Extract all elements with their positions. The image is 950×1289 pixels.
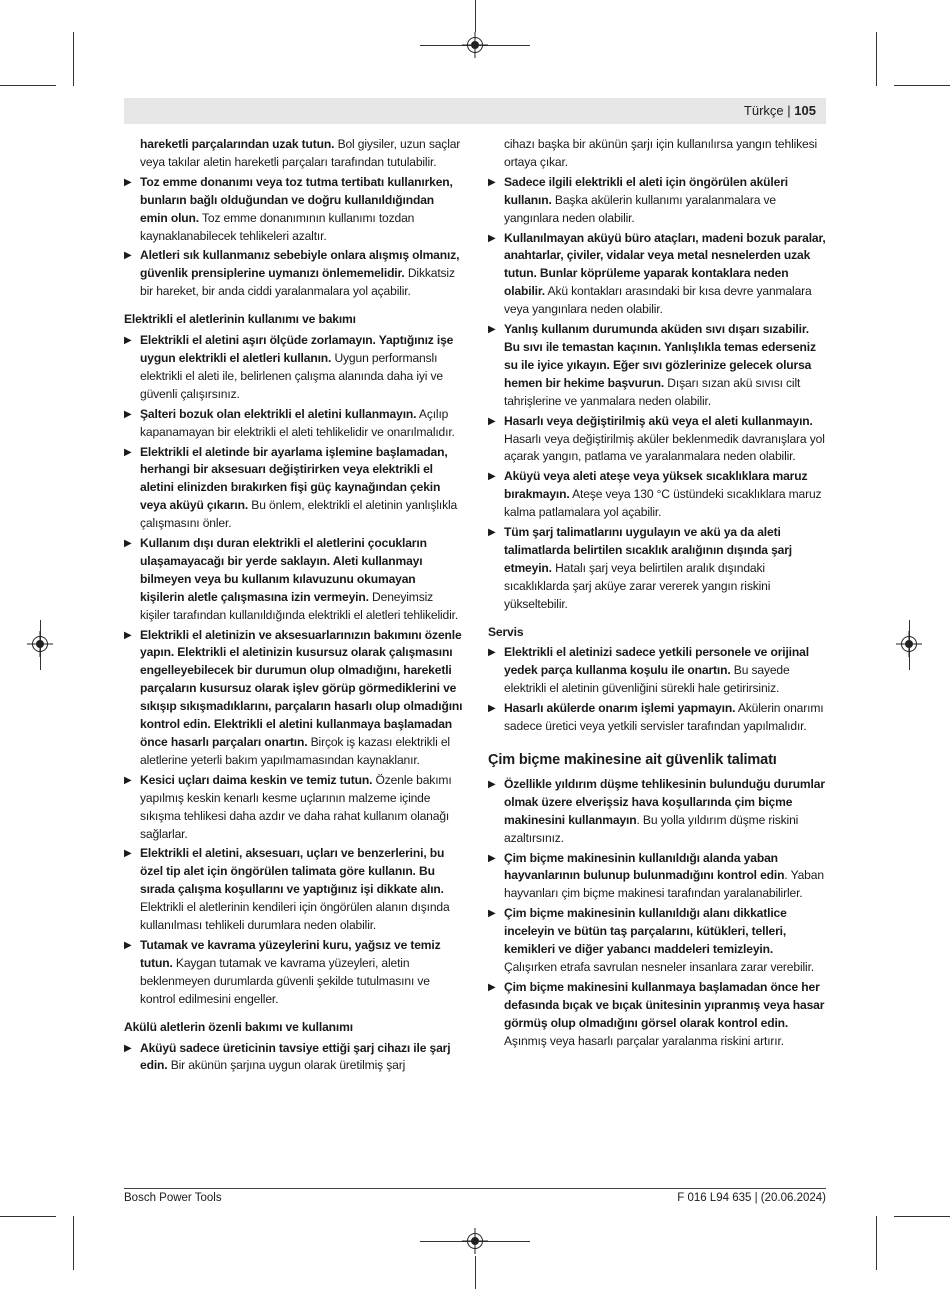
list-item [124,174,463,246]
body-text: Hasarlı veya değiştirilmiş aküler beklenmedik davranışlara yol açarak yangın, patlama ve yaralanmalara neden olabilir. [504,431,825,464]
crop-mark [73,1216,74,1270]
bold-text: Kesici uçları daima keskin ve temiz tutun. [140,772,373,787]
bullet-triangle-icon: ▶ [124,176,132,188]
bullet-triangle-icon: ▶ [124,335,132,347]
body-text: Akü kontakları arasındaki bir kısa devre yanmalara veya yangınlara neden olabilir. [504,284,812,317]
crop-mark [475,1256,476,1289]
bullet-triangle-icon: ▶ [124,1042,132,1054]
page-header [124,98,826,124]
bold-text: Elektrikli el aletinizin ve aksesuarlarınızın bakımını özenle yapın. Elektrikli el aletinizin kusursuz olarak çalışmasını engelleyebilecek bir durumun olup olmadığını, hareketli parçaların kusursuz olarak işlev görüp görmediklerini ve sıkışıp sıkışmadıklarını, parçaların hasarlı olup olmadığını kontrol edin. Elektrikli el aletini kullanmaya başlamadan önce hasarlı parçaları onartın. [140,627,463,749]
body-text: Elektrikli el aletlerinin kendileri için öngörülen alanın dışında kullanılması tehlikeli durumlara neden olabilir. [140,900,450,933]
list [124,1040,463,1076]
registration-target-icon [32,636,48,652]
list-item [488,700,827,736]
body-text: Çalışırken etrafa savrulan nesneler insanlara zarar verebilir. [504,959,814,974]
bullet-triangle-icon: ▶ [124,629,132,641]
body-text: Dışarı sızan akü sıvısı cilt tahrişlerine ve yanmalara neden olabilir. [504,375,801,408]
bold-text: Kullanım dışı duran elektrikli el aletlerini çocukların ulaşamayacağı bir yerde saklayın. Aleti kullanmayı bilmeyen veya bu kullanım kılavuzunu okumayan kişilerin aletle çalışmasına izin vermeyin. [140,536,427,604]
list-item [488,644,827,698]
bullet-triangle-icon: ▶ [488,415,496,427]
bold-text: Toz emme donanımı veya toz tutma tertibatı kullanırken, bunların bağlı olduğundan ve doğru kullanıldığından emin olun. [140,174,453,225]
body-text: . Yaban hayvanları çim biçme makinesi tarafından yaralanabilirler. [504,868,824,901]
body-text: Ateşe veya 130 °C üstündeki sıcaklıklara maruz kalma patlamalara yol açabilir. [504,487,822,520]
body-text: Birçok iş kazası elektrikli el aletlerine yeterli bakım yapılmamasından kaynaklanır. [140,735,450,767]
bullet-triangle-icon: ▶ [488,908,496,920]
bullet-triangle-icon: ▶ [124,446,132,458]
crop-mark [475,0,476,32]
crop-mark [73,32,74,86]
body-text: Aşınmış veya hasarlı parçalar yaralanma riskini artırır. [504,1033,784,1048]
body-text: Hatalı şarj veya belirtilen aralık dışındaki sıcaklıklarda şarj aküye zarar vererek yangın riskini yükseltebilir. [504,560,771,611]
bold-text: Tutamak ve kavrama yüzeylerini kuru, yağsız ve temiz tutun. [140,937,441,970]
bold-text: Aküyü veya aleti ateşe veya yüksek sıcaklıklara maruz bırakmayın. [504,469,808,502]
bullet-triangle-icon: ▶ [124,408,132,420]
continuation-paragraph [488,136,827,172]
header-separator: | [787,103,791,118]
bold-text: Elektrikli el aletini aşırı ölçüde zorlamayın. Yaptığınız işe uygun elektrikli el aletleri kullanın. [140,333,454,365]
list-item [488,979,827,1051]
body-text: Uygun performanslı elektrikli el aleti ile, belirlenen çalışma alanında daha iyi ve güvenli çalışırsınız. [140,350,443,401]
body-text: Başka akülerin kullanımı yaralanmalara ve yangınlara neden olabilir. [504,192,776,225]
bullet-triangle-icon: ▶ [124,250,132,262]
bullet-triangle-icon: ▶ [488,176,496,188]
body-text: Deneyimsiz kişiler tarafından kullanıldığında elektrikli el aletleri tehlikelidir. [140,589,459,622]
list-item [124,247,463,301]
bold-text: Hasarlı akülerde onarım işlemi yapmayın. [504,701,736,716]
list-item [488,850,827,904]
bullet-triangle-icon: ▶ [488,527,496,539]
body-text: Kaygan tutamak ve kavrama yüzeyleri, aletin beklenmeyen durumlarda güvenli şekilde tutulmasını ve kontrol edilmesini engeller. [140,955,430,1006]
body-text: . Bu yolla yıldırım düşme riskini azaltırsınız. [504,812,799,845]
bullet-triangle-icon: ▶ [488,232,496,244]
footer-doc-id: F 016 L94 635 | (20.06.2024) [677,1192,826,1204]
list [488,644,827,736]
list-item [124,406,463,442]
list [488,174,827,614]
bullet-triangle-icon: ▶ [124,848,132,860]
body-text: Toz emme donanımının kullanımı tozdan kaynaklanabilecek tehlikeleri azaltır. [140,210,415,243]
bold-text: Yanlış kullanım durumunda aküden sıvı dışarı sızabilir. Bu sıvı ile temastan kaçının. Yanlışlıkla temas ederseniz su ile iyice yıkayın. Eğer sıvı gözlerinize gelecek olursa hemen bir hekime başvurun. [504,322,816,390]
list-item [124,937,463,1009]
bold-text: Çim biçme makinesinin kullanıldığı alanda yaban hayvanlarının bulunup bulunmadığını kontrol edin [504,850,785,883]
crop-mark [894,85,950,86]
bold-text: Çim biçme makinesini kullanmaya başlamadan önce her defasında bıçak ve bıçak ünitesinin yıpranmış veya hasar görmüş olup olmadığını görsel olarak kontrol edin. [504,979,825,1030]
body-text: Bir akünün şarjına uygun olarak üretilmiş şarj [167,1058,406,1073]
bullet-triangle-icon: ▶ [124,774,132,786]
list-item [488,174,827,228]
section-heading: Servis [488,624,524,639]
list-item [488,524,827,614]
registration-target-icon [901,636,917,652]
list-item [124,535,463,625]
bold-text: Aküyü sadece üreticinin tavsiye ettiği şarj cihazı ile şarj edin. [140,1040,451,1073]
page-number: 105 [794,103,816,118]
list-item [124,444,463,534]
bold-text: Aletleri sık kullanmanız sebebiyle onlara alışmış olmanız, güvenlik prensiplerine uymanızı önlememelidir. [140,248,460,281]
list-item [488,776,827,848]
list [124,174,463,301]
left-column [124,136,463,1077]
section-heading: Akülü aletlerin özenli bakımı ve kullanımı [124,1019,353,1034]
body-text: Bol giysiler, uzun saçlar veya takılar aletin hareketli parçaları tarafından tutulabilir. [140,137,461,169]
crop-mark [876,1216,877,1270]
crop-mark [0,85,56,86]
list-item [488,905,827,977]
body-text: Açılıp kapanamayan bir elektrikli el aleti tehlikelidir ve onarılmalıdır. [140,406,455,439]
list-item [124,772,463,844]
bold-text: Sadece ilgili elektrikli el aleti için öngörülen aküleri kullanın. [504,174,788,207]
chapter-heading: Çim biçme makinesine ait güvenlik talimatı [488,752,777,768]
bold-text: Hasarlı veya değiştirilmiş akü veya el aleti kullanmayın. [504,413,813,428]
bullet-triangle-icon: ▶ [124,538,132,550]
list-item [124,1040,463,1076]
section-heading: Elektrikli el aletlerinin kullanımı ve bakımı [124,312,356,327]
crop-mark [0,1216,56,1217]
body-text: cihazı başka bir akünün şarjı için kullanılırsa yangın tehlikesi ortaya çıkar. [504,137,818,169]
bold-text: Çim biçme makinesinin kullanıldığı alanı dikkatlice inceleyin ve bütün taş parçalarını, kütükleri, telleri, kemikleri ve diğer yabancı maddeleri temizleyin. [504,906,787,957]
header-text [744,103,816,118]
body-text: Özenle bakımı yapılmış keskin kenarlı kesme uçlarının malzeme içinde sıkışma tehlikesi daha azdır ve daha rahat kullanım olanağı sağlarlar. [140,772,452,841]
bold-text: Şalteri bozuk olan elektrikli el aletini kullanmayın. [140,406,417,421]
registration-target-icon [467,37,483,53]
list-item [124,845,463,935]
list [488,776,827,1051]
list-item [124,627,463,770]
bold-text: hareketli parçalarından uzak tutun. [140,137,335,151]
footer-brand: Bosch Power Tools [124,1192,222,1204]
right-column [488,136,827,1053]
bold-text: Elektrikli el aletinde bir ayarlama işlemine başlamadan, herhangi bir aksesuarı değiştirirken veya elektrikli el aletini elinizden bırakırken fişi güç kaynağından çekin veya aküyü çıkarın. [140,444,448,513]
body-text: Akülerin onarımı sadece üretici veya yetkili servisler tarafından yapılmalıdır. [504,701,824,734]
bold-text: Elektrikli el aletini, aksesuarı, uçları ve benzerlerini, bu özel tip alet için öngörülen talimata göre kullanın. Bu sırada çalışma koşullarını ve yaptığınız işi dikkate alın. [140,846,445,897]
bold-text: Tüm şarj talimatlarını uygulayın ve akü ya da aleti talimatlarda belirtilen sıcaklık aralığının dışında şarj etmeyin. [504,525,793,575]
bullet-triangle-icon: ▶ [488,471,496,483]
bullet-triangle-icon: ▶ [488,981,496,993]
body-text: Bu sayede elektrikli el aletinin güvenliğini sürekli hale getirirsiniz. [504,663,790,696]
bullet-triangle-icon: ▶ [488,852,496,864]
continuation-paragraph [124,136,463,172]
list-item [488,321,827,411]
bullet-triangle-icon: ▶ [488,647,496,659]
bullet-triangle-icon: ▶ [488,703,496,715]
bold-text: Özellikle yıldırım düşme tehlikesinin bulunduğu durumlar olmak üzere elverişsiz hava koşullarında çim biçme makinesini kullanmayın [504,776,825,827]
crop-mark [876,32,877,86]
body-text: Bu önlem, elektrikli el aletinin yanlışlıkla çalışmasını önler. [140,498,458,531]
bullet-triangle-icon: ▶ [488,324,496,336]
header-language: Türkçe [743,103,784,118]
registration-target-icon [467,1233,483,1249]
bullet-triangle-icon: ▶ [124,939,132,951]
list-item [488,468,827,522]
list-item [124,332,463,404]
list-item [488,230,827,320]
footer-divider [124,1188,826,1189]
crop-mark [894,1216,950,1217]
list [124,332,463,1009]
list-item [488,413,827,467]
bold-text: Elektrikli el aletinizi sadece yetkili personele ve orijinal yedek parça kullanma koşulu ile onartın. [504,645,809,678]
bullet-triangle-icon: ▶ [488,778,496,790]
body-text: Dikkatsiz bir hareket, bir anda ciddi yaralanmalara yol açabilir. [140,266,455,299]
bold-text: Kullanılmayan aküyü büro ataçları, madeni bozuk paralar, anahtarlar, çiviler, vidalar veya metal nesnelerden uzak tutun. Bunlar köprüleme yaparak kontaklara neden olabilir. [504,230,826,299]
